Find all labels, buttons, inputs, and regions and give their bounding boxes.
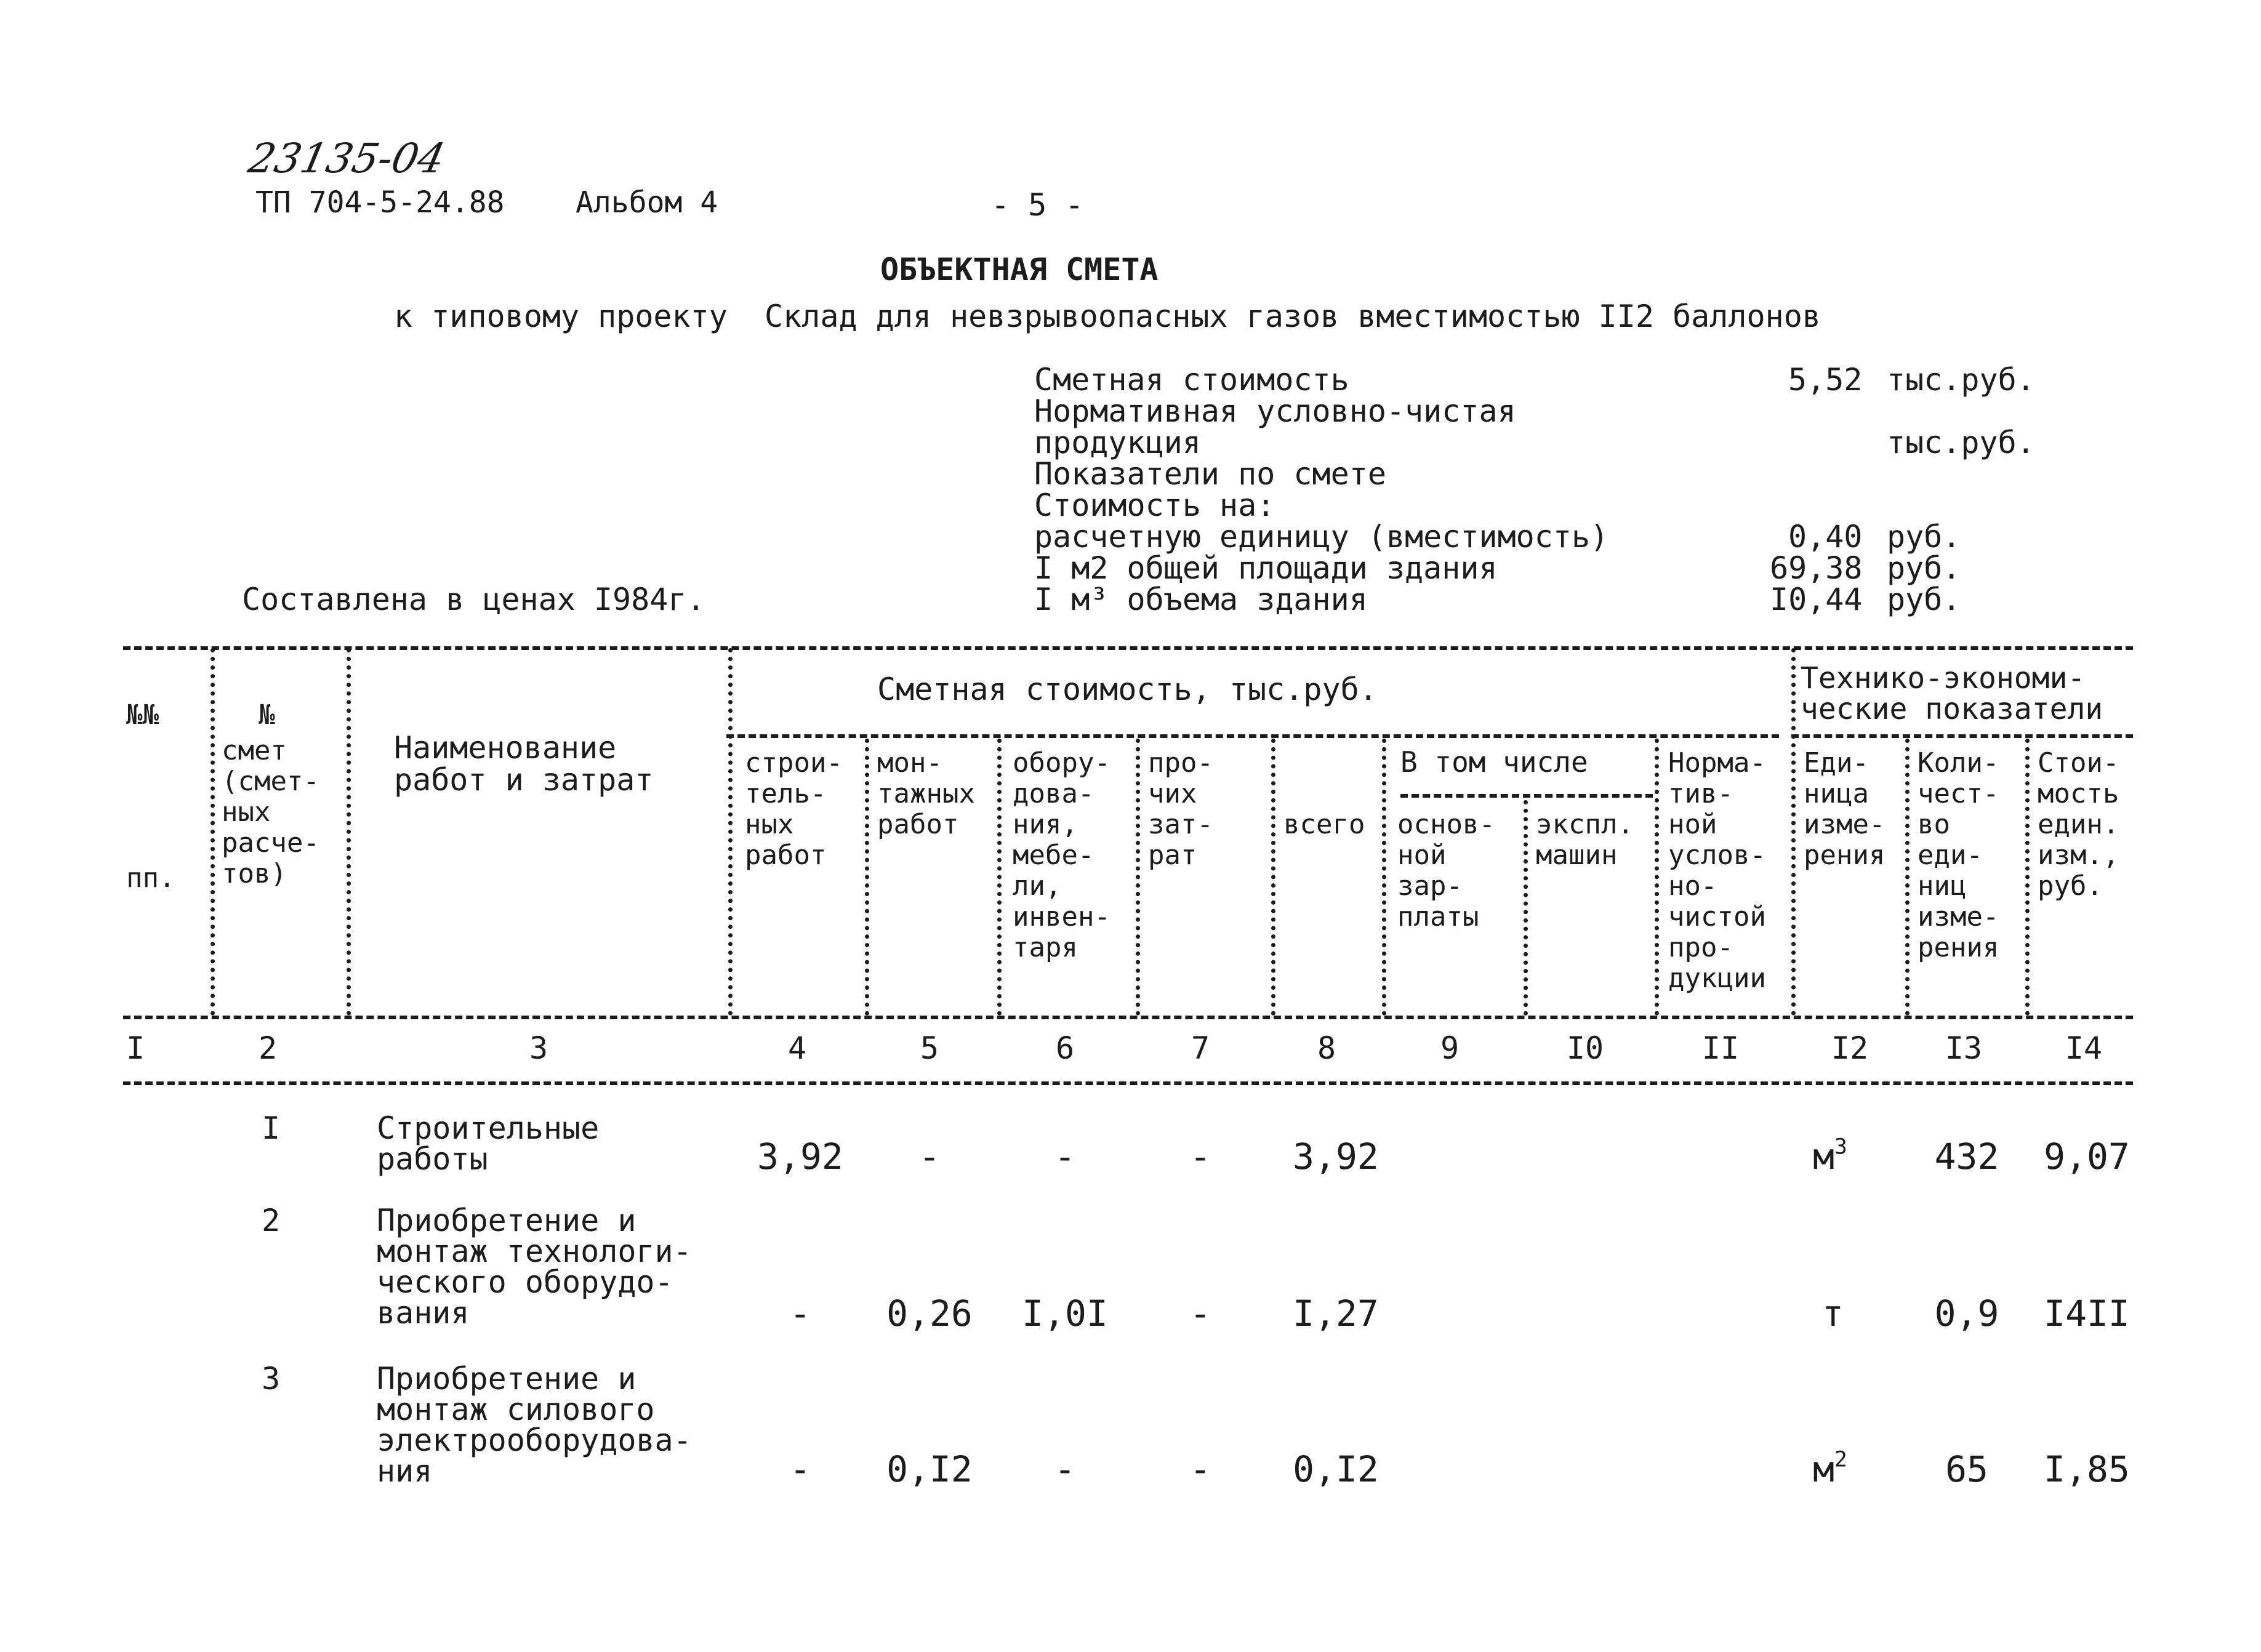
estimate-value: 5,52 bbox=[1788, 362, 1863, 398]
per-unit-label: расчетную единицу (вместимость) bbox=[1034, 519, 1609, 555]
row3-qty: 65 bbox=[1945, 1448, 1988, 1490]
col12-header-3: изме- bbox=[1804, 809, 1886, 840]
document-title: ОБЪЕКТНАЯ СМЕТА bbox=[880, 252, 1159, 287]
row2-name-1: Приобретение и bbox=[377, 1203, 637, 1238]
row1-unit-base: м bbox=[1813, 1136, 1834, 1177]
col9-header-4: платы bbox=[1397, 901, 1479, 932]
col12-header-2: ница bbox=[1804, 778, 1869, 809]
col6-header-7: таря bbox=[1013, 932, 1078, 963]
row2-name-3: ческого оборудо- bbox=[377, 1264, 673, 1300]
row2-qty: 0,9 bbox=[1934, 1293, 1999, 1334]
row2-c6: I,0I bbox=[1022, 1293, 1108, 1334]
col7-header-4: рат bbox=[1148, 840, 1197, 871]
col1-header-1: №№ bbox=[126, 699, 159, 731]
row2-c4: - bbox=[789, 1293, 811, 1334]
col-separator bbox=[2025, 739, 2030, 1016]
col-separator bbox=[997, 739, 1002, 1016]
row3-cost: I,85 bbox=[2044, 1448, 2130, 1490]
row1-c7: - bbox=[1189, 1136, 1211, 1177]
col13-header-4: еди- bbox=[1918, 840, 1983, 871]
indicators-label: Показатели по смете bbox=[1034, 456, 1386, 492]
col2-header-5: расче- bbox=[222, 827, 319, 859]
col13-header-7: рения bbox=[1918, 932, 1999, 963]
col-number-1: I bbox=[126, 1030, 145, 1066]
col11-header-2: тив- bbox=[1668, 778, 1733, 809]
col-number-9: 9 bbox=[1440, 1030, 1460, 1066]
col-separator bbox=[211, 648, 215, 1016]
row3-name-2: монтаж силового bbox=[377, 1392, 655, 1427]
row3-c4: - bbox=[789, 1448, 811, 1490]
col11-header-1: Норма- bbox=[1668, 747, 1766, 779]
cost-group-rule bbox=[726, 734, 1779, 738]
per-unit-value: 0,40 bbox=[1788, 519, 1863, 555]
col12-header-4: рения bbox=[1804, 840, 1886, 871]
col-number-2: 2 bbox=[258, 1030, 278, 1066]
normative-unit: тыс.руб. bbox=[1887, 425, 2035, 460]
col-number-14: I4 bbox=[2065, 1030, 2103, 1066]
tech-group-rule bbox=[1791, 734, 2133, 738]
col6-header-5: ли, bbox=[1013, 870, 1062, 902]
row2-cost: I4II bbox=[2044, 1293, 2130, 1334]
col10-header-1: экспл. bbox=[1536, 809, 1634, 840]
col-separator bbox=[1136, 739, 1140, 1016]
handwritten-number: 23135-04 bbox=[244, 135, 449, 182]
table-top-rule bbox=[123, 646, 2133, 650]
tech-group-header-2: ческие показатели bbox=[1801, 692, 2103, 726]
per-unit-unit: руб. bbox=[1887, 519, 1961, 555]
row3-c5: 0,I2 bbox=[886, 1448, 973, 1490]
row2-num: 2 bbox=[262, 1203, 281, 1238]
normative-label-2: продукция bbox=[1034, 425, 1201, 460]
col-separator bbox=[1524, 800, 1528, 1016]
col-separator bbox=[1382, 739, 1386, 1016]
normative-label-1: Нормативная условно-чистая bbox=[1034, 393, 1516, 429]
col9-header-1: основ- bbox=[1397, 809, 1495, 840]
col11-header-5: но- bbox=[1668, 870, 1717, 902]
col14-header-5: руб. bbox=[2038, 870, 2103, 902]
row1-c4: 3,92 bbox=[757, 1136, 843, 1177]
col9-header-3: зар- bbox=[1397, 870, 1463, 902]
col-number-7: 7 bbox=[1191, 1030, 1210, 1066]
per-m2-unit: руб. bbox=[1887, 550, 1961, 586]
col9-header-2: ной bbox=[1397, 840, 1447, 871]
col5-header-3: работ bbox=[877, 809, 959, 840]
per-m3-value: I0,44 bbox=[1770, 582, 1863, 617]
page-number: - 5 - bbox=[991, 187, 1084, 223]
row1-c6: - bbox=[1054, 1136, 1076, 1177]
col11-header-3: ной bbox=[1668, 809, 1717, 840]
col2-header-1: № bbox=[259, 699, 275, 731]
row1-name-1: Строительные bbox=[377, 1110, 600, 1146]
col10-header-2: машин bbox=[1536, 840, 1618, 871]
col11-header-4: услов- bbox=[1668, 840, 1766, 871]
col13-header-3: во bbox=[1918, 809, 1950, 840]
row3-unit-sup: 2 bbox=[1834, 1447, 1847, 1472]
col7-header-2: чих bbox=[1148, 778, 1197, 809]
col-separator bbox=[1271, 739, 1275, 1016]
col13-header-5: ниц bbox=[1918, 870, 1967, 902]
numbers-top-rule bbox=[123, 1016, 2133, 1019]
tech-group-header-1: Технико-экономи- bbox=[1801, 661, 2086, 696]
col3-header-2: работ и затрат bbox=[394, 762, 654, 798]
col13-header-1: Коли- bbox=[1918, 747, 1999, 779]
row1-unit bbox=[1813, 1134, 1847, 1177]
col6-header-1: обору- bbox=[1013, 747, 1110, 779]
row3-name-4: ния bbox=[377, 1453, 433, 1489]
col14-header-1: Стои- bbox=[2038, 747, 2119, 779]
col7-header-1: про- bbox=[1148, 747, 1213, 779]
estimate-unit: тыс.руб. bbox=[1887, 362, 2035, 398]
col12-header-1: Еди- bbox=[1804, 747, 1869, 779]
row3-c8: 0,I2 bbox=[1293, 1448, 1379, 1490]
col-number-4: 4 bbox=[787, 1030, 807, 1066]
estimate-label: Сметная стоимость bbox=[1034, 362, 1349, 398]
cost-group-header: Сметная стоимость, тыс.руб. bbox=[877, 672, 1378, 707]
col6-header-4: мебе- bbox=[1013, 840, 1094, 871]
per-m2-label: I м2 общей площади здания bbox=[1034, 550, 1498, 586]
col-separator bbox=[1655, 739, 1659, 1016]
row1-qty: 432 bbox=[1934, 1136, 1999, 1177]
row2-name-4: вания bbox=[377, 1295, 470, 1331]
col7-header-3: зат- bbox=[1148, 809, 1213, 840]
row2-unit bbox=[1822, 1293, 1844, 1334]
col-separator bbox=[865, 739, 869, 1016]
col4-header-4: работ bbox=[745, 840, 827, 871]
row3-name-1: Приобретение и bbox=[377, 1361, 637, 1397]
row3-num: 3 bbox=[262, 1361, 281, 1397]
col13-header-6: изме- bbox=[1918, 901, 1999, 932]
row2-unit-base: т bbox=[1822, 1293, 1844, 1334]
col14-header-4: изм., bbox=[2038, 840, 2119, 871]
col-number-11: II bbox=[1701, 1030, 1740, 1066]
col-number-6: 6 bbox=[1055, 1030, 1075, 1066]
row1-c5: - bbox=[918, 1136, 941, 1177]
col-number-12: I2 bbox=[1831, 1030, 1869, 1066]
col5-header-1: мон- bbox=[877, 747, 942, 779]
col6-header-3: ния, bbox=[1013, 809, 1078, 840]
col4-header-1: строи- bbox=[745, 747, 843, 779]
row2-c5: 0,26 bbox=[886, 1293, 973, 1334]
col3-header-1: Наименование bbox=[394, 730, 617, 766]
col8-header: всего bbox=[1283, 809, 1365, 840]
per-m3-unit: руб. bbox=[1887, 582, 1961, 617]
row1-unit-sup: 3 bbox=[1834, 1134, 1847, 1160]
row1-num: I bbox=[262, 1110, 281, 1146]
col-number-5: 5 bbox=[920, 1030, 939, 1066]
col6-header-6: инвен- bbox=[1013, 901, 1110, 932]
row1-cost: 9,07 bbox=[2044, 1136, 2130, 1177]
including-rule bbox=[1400, 794, 1653, 798]
col-separator bbox=[1905, 739, 1910, 1016]
col-separator bbox=[1791, 648, 1796, 1016]
row2-c7: - bbox=[1189, 1293, 1211, 1334]
row2-name-2: монтаж технологи- bbox=[377, 1233, 692, 1269]
cost-on-label: Стоимость на: bbox=[1034, 487, 1275, 523]
row1-c8: 3,92 bbox=[1293, 1136, 1379, 1177]
col11-header-8: дукции bbox=[1668, 963, 1766, 994]
numbers-bottom-rule bbox=[123, 1081, 2133, 1085]
per-m3-label: I м³ объема здания bbox=[1034, 582, 1368, 617]
col14-header-3: един. bbox=[2038, 809, 2119, 840]
col-number-3: 3 bbox=[529, 1030, 548, 1066]
per-m2-value: 69,38 bbox=[1770, 550, 1863, 586]
col11-header-7: про- bbox=[1668, 932, 1733, 963]
row3-name-3: электрооборудова- bbox=[377, 1422, 692, 1458]
col-number-13: I3 bbox=[1945, 1030, 1983, 1066]
col2-header-2: смет bbox=[222, 735, 287, 766]
col2-header-4: ных bbox=[222, 796, 271, 828]
col5-header-2: тажных bbox=[877, 778, 975, 809]
project-code: ТП 704-5-24.88 bbox=[255, 185, 505, 220]
col2-header-3: (смет- bbox=[222, 766, 319, 797]
row3-unit bbox=[1813, 1447, 1847, 1490]
album-label: Альбом 4 bbox=[576, 185, 718, 220]
col-number-10: I0 bbox=[1566, 1030, 1604, 1066]
row3-c6: - bbox=[1054, 1448, 1076, 1490]
col-separator bbox=[728, 648, 733, 1016]
prices-note: Составлена в ценах I984г. bbox=[242, 582, 705, 617]
col13-header-2: чест- bbox=[1918, 778, 1999, 809]
col6-header-2: дова- bbox=[1013, 778, 1094, 809]
col2-header-6: тов) bbox=[222, 858, 287, 889]
row2-c8: I,27 bbox=[1293, 1293, 1379, 1334]
col1-header-2: пп. bbox=[126, 862, 175, 894]
col-separator bbox=[347, 648, 351, 1016]
including-header: В том числе bbox=[1400, 745, 1588, 779]
col11-header-6: чистой bbox=[1668, 901, 1766, 932]
row1-name-2: работы bbox=[377, 1141, 488, 1177]
document-subtitle: к типовому проекту Склад для невзрывоопасных газов вместимостью II2 баллонов bbox=[394, 299, 1821, 334]
col4-header-2: тель- bbox=[745, 778, 827, 809]
row3-c7: - bbox=[1189, 1448, 1211, 1490]
col4-header-3: ных bbox=[745, 809, 794, 840]
row3-unit-base: м bbox=[1813, 1448, 1834, 1490]
col14-header-2: мость bbox=[2038, 778, 2119, 809]
col-number-8: 8 bbox=[1317, 1030, 1336, 1066]
